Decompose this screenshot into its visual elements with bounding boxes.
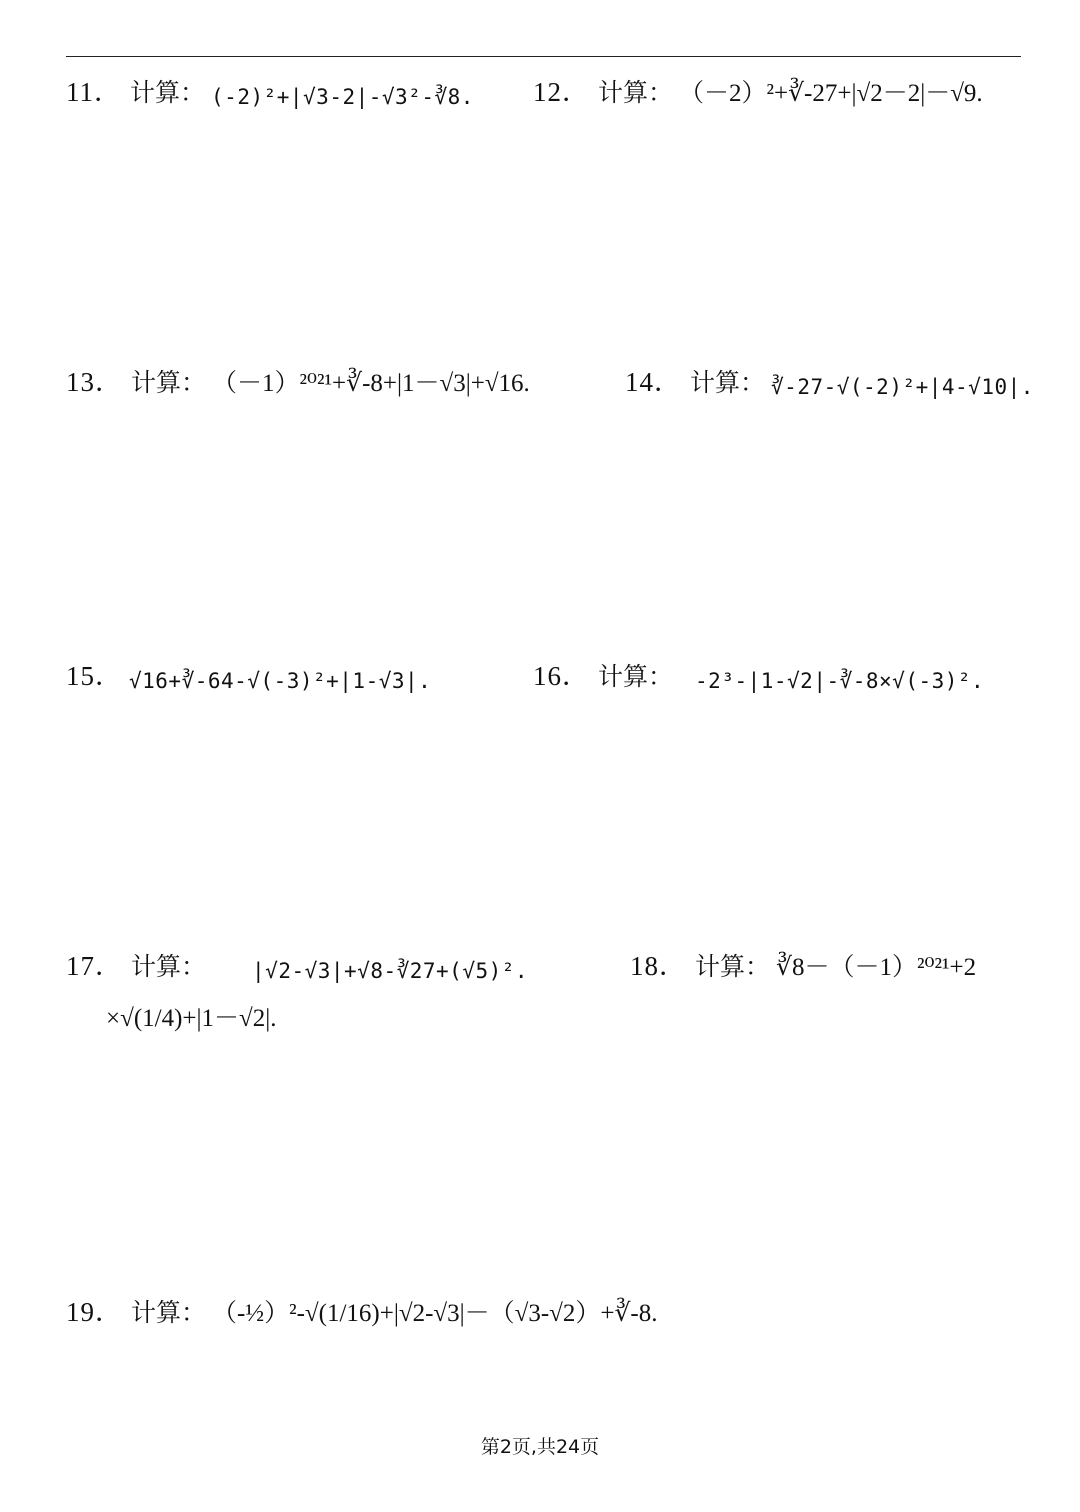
problem-colon: ： — [745, 952, 771, 981]
header-rule — [66, 56, 1021, 57]
problem-18-continuation: ×√(1/4)+|1－√2|. — [106, 1005, 277, 1032]
problem-instruction: 计算 — [598, 78, 649, 107]
problem-number: 19． — [66, 1297, 123, 1327]
problem-instruction: 计算 — [131, 1298, 182, 1327]
problem-colon: ： — [181, 952, 207, 981]
problem-colon: ： — [181, 368, 207, 397]
problem-18 — [630, 944, 976, 983]
problem-colon: ： — [740, 368, 766, 397]
problem-16 — [533, 654, 984, 693]
page-footer: 第2页,共24页 — [480, 1436, 600, 1458]
problem-instruction: 计算 — [598, 662, 649, 691]
problem-instruction: 计算 — [695, 952, 746, 981]
problem-colon: ： — [180, 78, 206, 107]
problem-17 — [66, 944, 528, 983]
problem-number: 16． — [533, 661, 590, 691]
problem-14 — [625, 360, 1034, 399]
problem-expression: （－2）²+∛-27+|√2－2|－√9. — [679, 80, 983, 107]
problem-expression: （－1）²⁰²¹+∛-8+|1－√3|+√16. — [212, 370, 530, 397]
problem-expression: ∛8－（－1）²⁰²¹+2 — [776, 954, 977, 981]
problem-expression: -2³-|1-√2|-∛-8×√(-3)². — [695, 669, 985, 693]
problem-expression: ∛-27-√(-2)²+|4-√10|. — [771, 375, 1034, 399]
problem-11 — [66, 70, 474, 109]
problem-number: 18． — [630, 951, 687, 981]
problem-number: 14． — [625, 367, 682, 397]
problem-instruction: 计算 — [130, 78, 181, 107]
problem-number: 12． — [533, 77, 590, 107]
problem-colon: ： — [648, 662, 674, 691]
problem-colon: ： — [181, 1298, 207, 1327]
problem-expression: √16+∛-64-√(-3)²+|1-√3|. — [129, 669, 432, 693]
problem-instruction: 计算 — [690, 368, 741, 397]
problem-expression: (-2)²+|√3-2|-√3²-∛8. — [211, 85, 474, 109]
problem-number: 11． — [66, 77, 122, 107]
problem-13 — [66, 360, 530, 399]
problem-number: 13． — [66, 367, 123, 397]
problem-expression: （-½）²-√(1/16)+|√2-√3|－（√3-√2）+∛-8. — [212, 1300, 658, 1327]
problem-instruction: 计算 — [131, 368, 182, 397]
problem-15 — [66, 654, 431, 693]
problem-12 — [533, 70, 983, 109]
problem-expression: |√2-√3|+√8-∛27+(√5)². — [252, 959, 529, 983]
problem-19 — [66, 1290, 658, 1329]
problem-instruction: 计算 — [131, 952, 182, 981]
problem-number: 17． — [66, 951, 123, 981]
problem-number: 15． — [66, 661, 123, 691]
problem-colon: ： — [648, 78, 674, 107]
